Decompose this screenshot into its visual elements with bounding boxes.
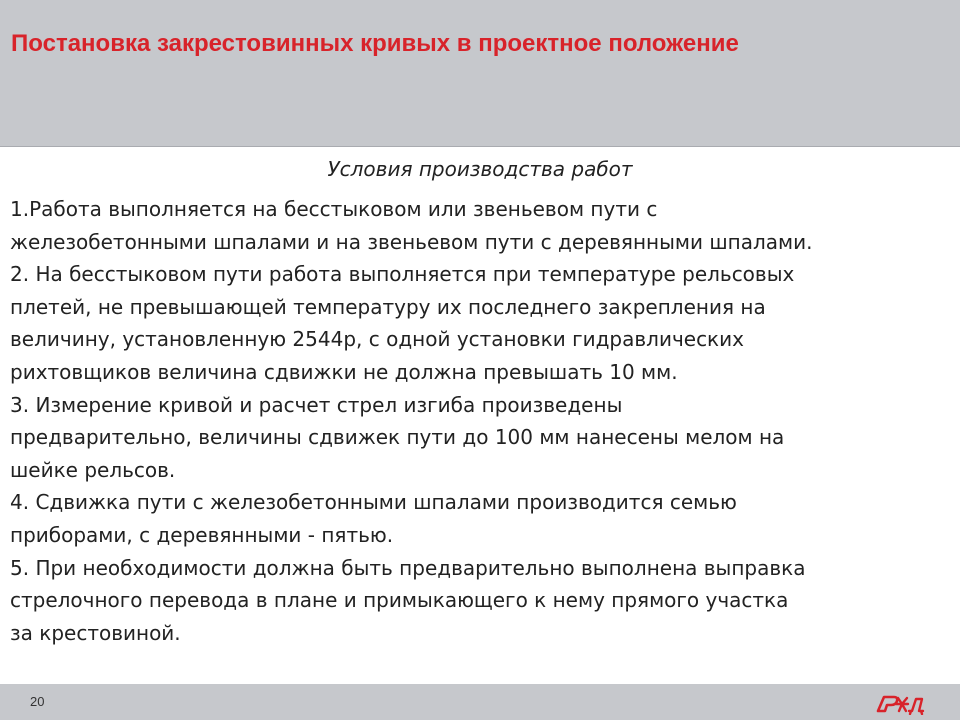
body-line: железобетонными шпалами и на звеньевом пути с деревянными шпалами. (10, 229, 813, 254)
slide-subtitle: Условия производства работ (327, 157, 633, 181)
body-line: рихтовщиков величина сдвижки не должна превышать 10 мм. (10, 359, 678, 384)
body-line: плетей, не превышающей температуру их последнего закрепления на (10, 294, 766, 319)
body-line: стрелочного перевода в плане и примыкающего к нему прямого участка (10, 588, 789, 613)
body-line: 2. На бесстыковом пути работа выполняется при температуре рельсовых (10, 262, 795, 287)
slide-body (10, 193, 955, 649)
slide-header (0, 0, 960, 147)
body-line: предварительно, величины сдвижек пути до 100 мм нанесены мелом на (10, 425, 785, 450)
rzd-logo (876, 689, 926, 715)
body-line: 5. При необходимости должна быть предварительно выполнена выправка (10, 555, 806, 580)
page-number: 20 (30, 694, 45, 709)
body-line: 3. Измерение кривой и расчет стрел изгиба произведены (10, 392, 623, 417)
body-line: шейке рельсов. (10, 457, 176, 482)
body-line: за крестовиной. (10, 620, 181, 645)
body-line: 4. Сдвижка пути с железобетонными шпалами производится семью (10, 490, 737, 515)
body-line: приборами, с деревянными - пятью. (10, 522, 394, 547)
slide-title: Постановка закрестовинных кривых в проектное положение (11, 30, 739, 57)
body-line: 1.Работа выполняется на бесстыковом или звеньевом пути с (10, 197, 658, 221)
body-line: величину, установленную 2544р, с одной установки гидравлических (10, 327, 744, 352)
slide-footer (0, 684, 960, 720)
